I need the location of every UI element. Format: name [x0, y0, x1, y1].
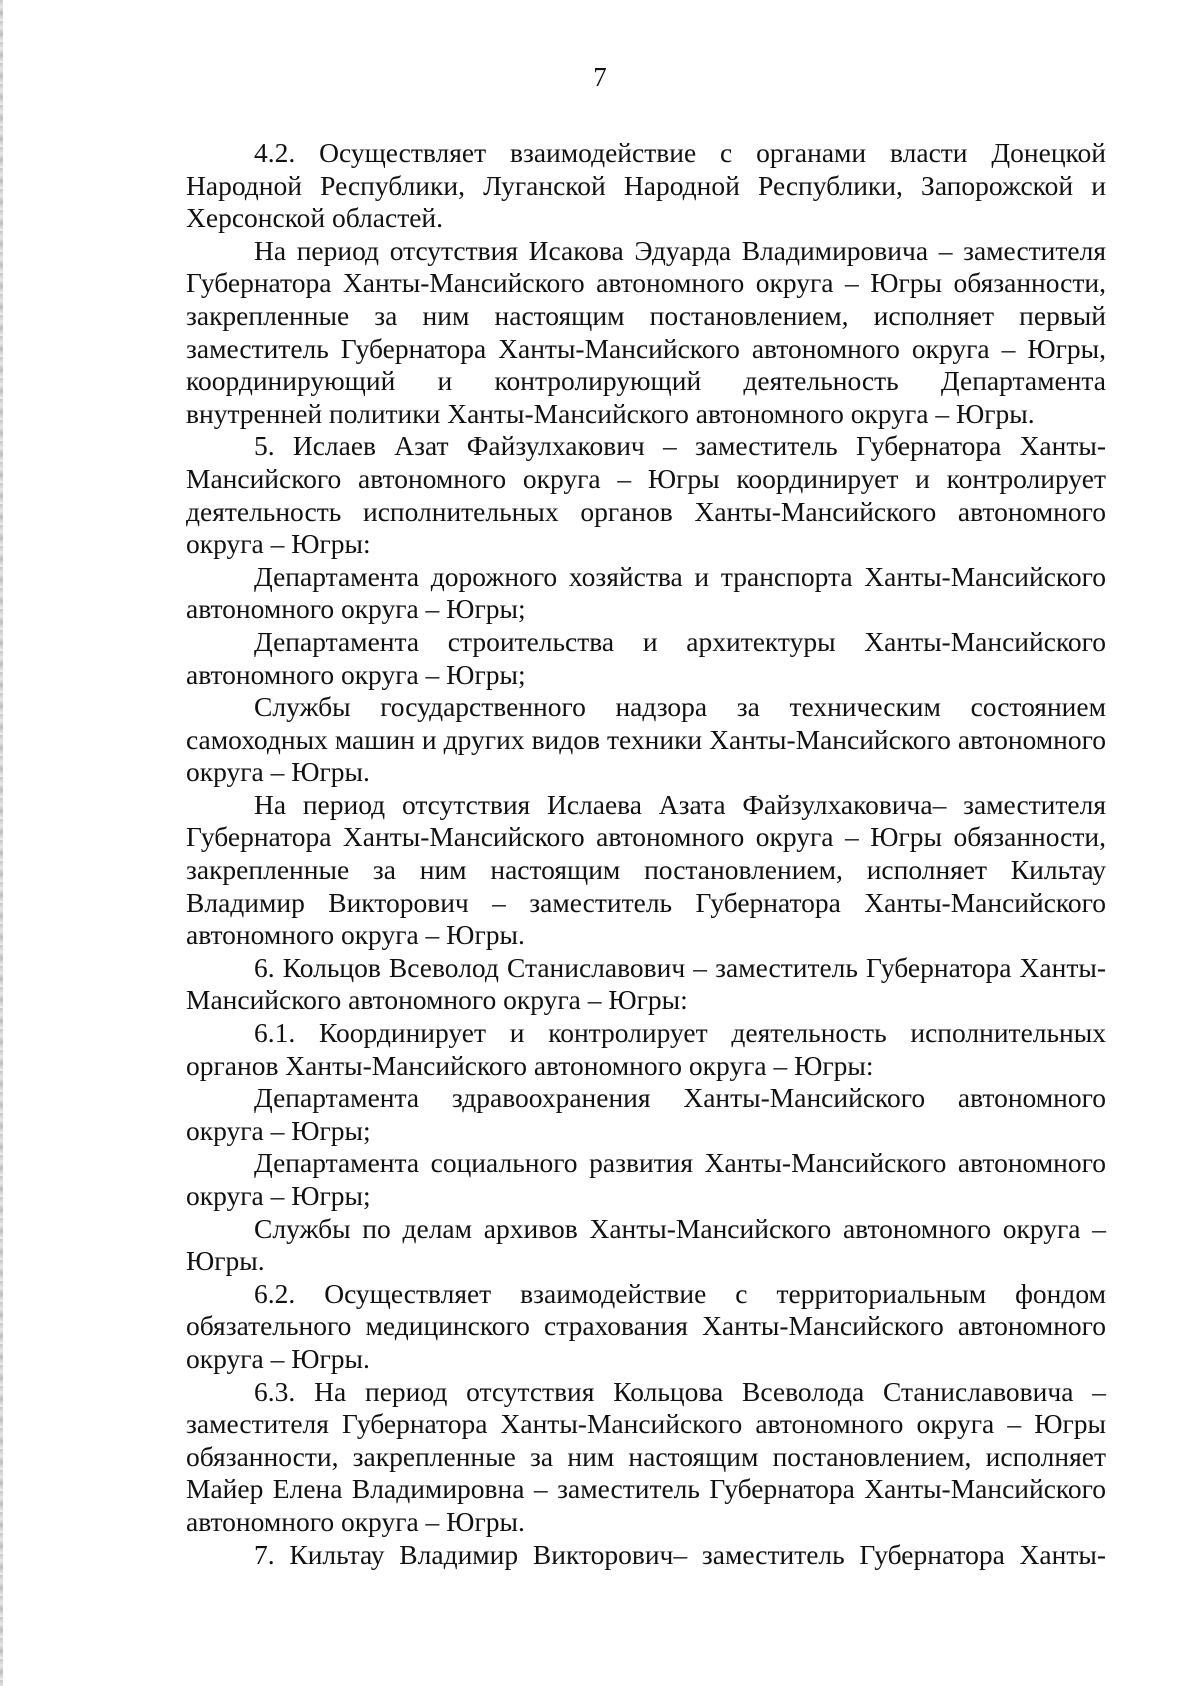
paragraph-islaev-absence: На период отсутствия Ислаева Азата Файзулхаковича– заместителя Губернатора Ханты-Мансийского автономного округа – Югры обязанности, закрепленные за ним настоящим постановлением, исполняет Кильтау Владимир Викторович – заместитель Губернатора Ханты-Мансийского автономного округа – Югры.: [186, 788, 1106, 951]
list-item-tech-supervision-service: Службы государственного надзора за техническим состоянием самоходных машин и других видов техники Ханты-Мансийского автономного округа – Югры.: [186, 691, 1106, 788]
page-number: 7: [593, 62, 607, 92]
paragraph-5: 5. Ислаев Азат Файзулхакович – заместитель Губернатора Ханты-Мансийского автономного округа – Югры координирует и контролирует деятельность исполнительных органов Ханты-Мансийского автономного округа – Югры:: [186, 430, 1106, 560]
paragraph-6-2: 6.2. Осуществляет взаимодействие с территориальным фондом обязательного медицинского страхования Ханты-Мансийского автономного округа – Югры.: [186, 1277, 1106, 1374]
list-item-social-dept: Департамента социального развития Ханты-Мансийского автономного округа – Югры;: [186, 1147, 1106, 1211]
list-item-archives-service: Службы по делам архивов Ханты-Мансийского автономного округа – Югры.: [186, 1212, 1106, 1277]
list-item-health-dept: Департамента здравоохранения Ханты-Мансийского автономного округа – Югры;: [186, 1082, 1106, 1146]
paragraph-4-2: 4.2. Осуществляет взаимодействие с органами власти Донецкой Народной Республики, Луганской Народной Республики, Запорожской и Херсонской областей.: [186, 137, 1106, 234]
paragraph-6: 6. Кольцов Всеволод Станиславович – заместитель Губернатора Ханты-Мансийского автономного округа – Югры:: [186, 951, 1106, 1016]
paragraph-6-1: 6.1. Координирует и контролирует деятельность исполнительных органов Ханты-Мансийского автономного округа – Югры:: [186, 1017, 1106, 1081]
paragraph-isakov-absence: На период отсутствия Исакова Эдуарда Владимировича – заместителя Губернатора Ханты-Мансийского автономного округа – Югры обязанности, закрепленные за ним настоящим постановлением, исполняет первый заместитель Губернатора Ханты-Мансийского автономного округа – Югры, координирующий и контролирующий деятельность Департамента внутренней политики Ханты-Мансийского автономного округа – Югры.: [186, 234, 1106, 429]
scan-edge-artifact: [0, 0, 3, 1686]
paragraph-6-3: 6.3. На период отсутствия Кольцова Всеволода Станиславовича – заместителя Губернатора Ханты-Мансийского автономного округа – Югры обязанности, закрепленные за ним настоящим постановлением, исполняет Майер Елена Владимировна – заместитель Губернатора Ханты-Мансийского автономного округа – Югры.: [186, 1375, 1106, 1537]
list-item-construction-dept: Департамента строительства и архитектуры Ханты-Мансийского автономного округа – Югры;: [186, 625, 1106, 690]
list-item-road-transport-dept: Департамента дорожного хозяйства и транспорта Ханты-Мансийского автономного округа – Югры;: [186, 560, 1106, 625]
document-body: [186, 137, 1106, 1571]
paragraph-7: 7. Кильтау Владимир Викторович– заместитель Губернатора Ханты-: [254, 1538, 1106, 1570]
